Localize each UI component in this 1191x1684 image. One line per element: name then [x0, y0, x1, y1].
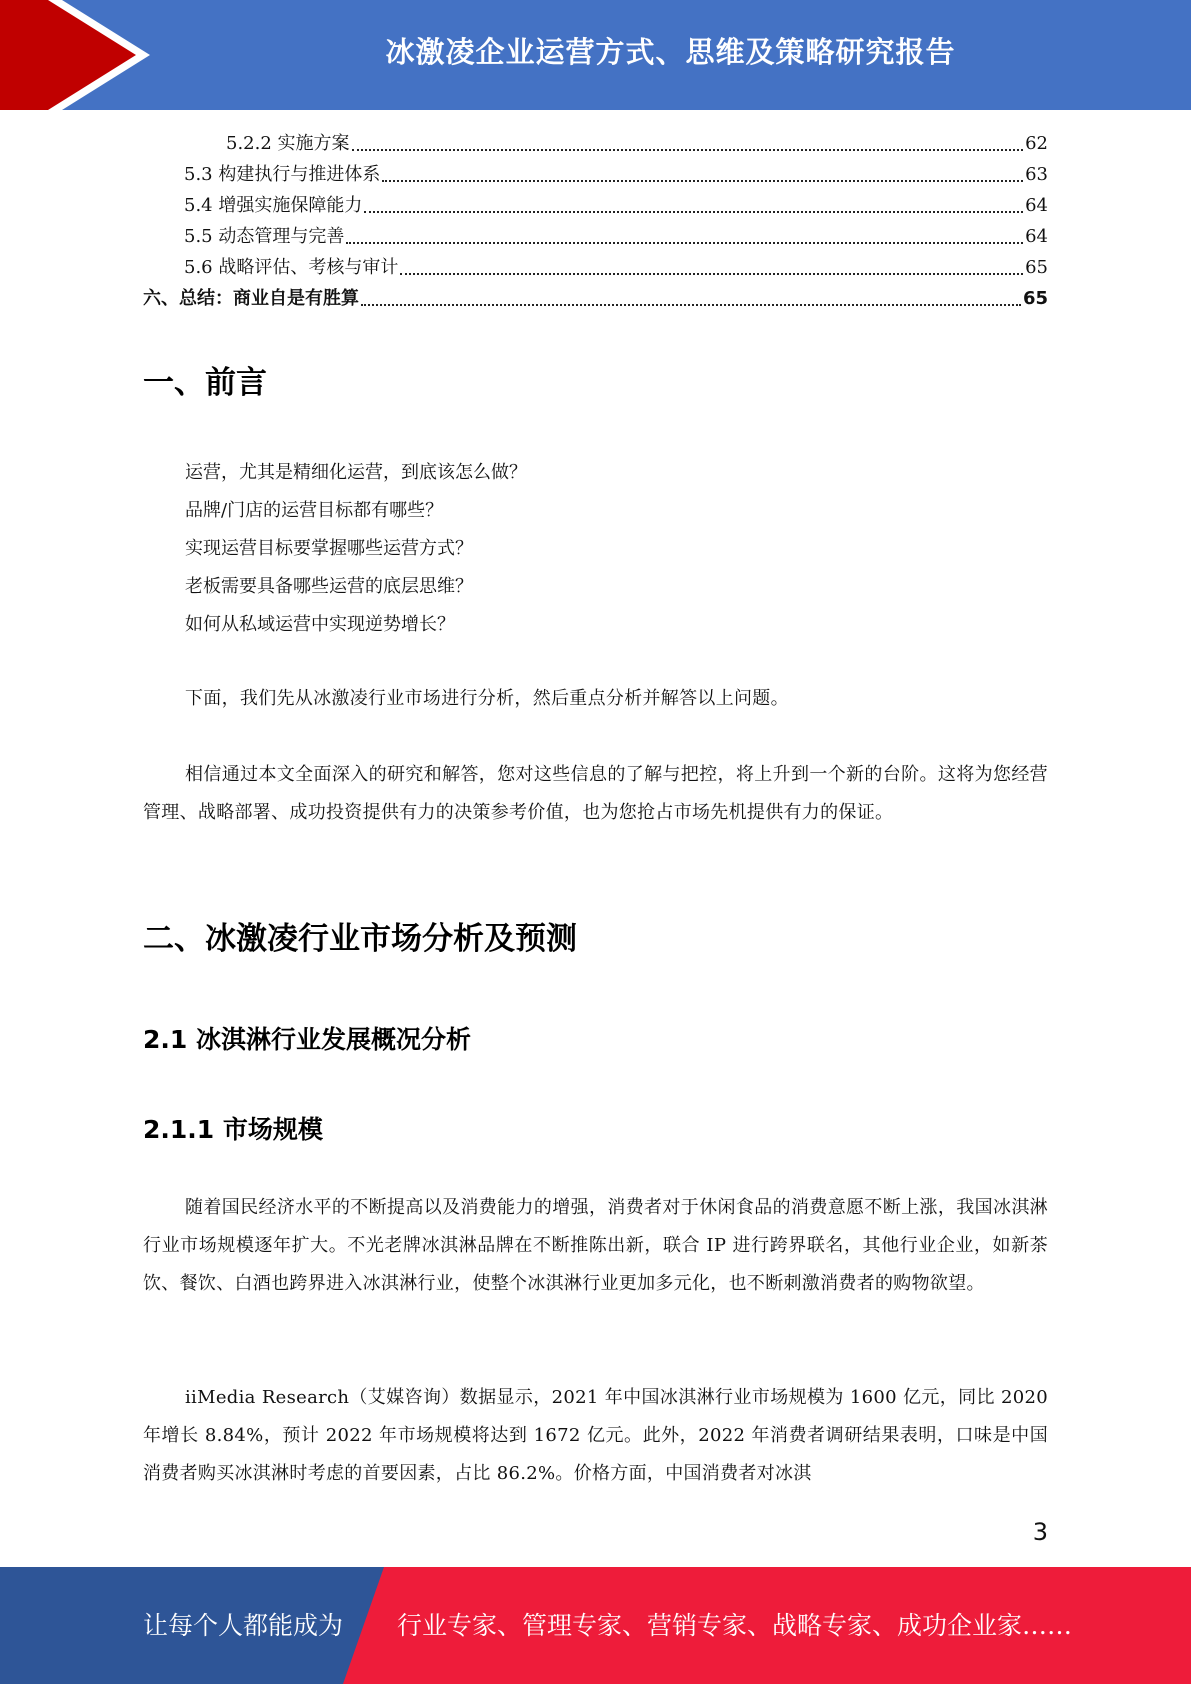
question-item: 品牌/门店的运营目标都有哪些？	[185, 500, 444, 521]
toc-leader-dots	[346, 242, 1023, 244]
toc-leader-dots	[400, 273, 1023, 275]
toc-entry-page: 64	[1025, 195, 1048, 216]
page-number: 3	[1032, 1518, 1048, 1546]
toc-leader-dots	[364, 211, 1023, 213]
toc-entry[interactable]	[143, 221, 1048, 252]
subsubsection-heading: 2.1.1 市场规模	[143, 1115, 323, 1144]
toc-entry-label: 六、总结：商业自是有胜算	[143, 288, 359, 309]
question-item: 实现运营目标要掌握哪些运营方式？	[185, 538, 473, 559]
table-of-contents	[143, 128, 1048, 314]
question-item: 运营，尤其是精细化运营，到底该怎么做？	[185, 462, 527, 483]
toc-entry[interactable]	[143, 159, 1048, 190]
subsection-heading: 2.1 冰淇淋行业发展概况分析	[143, 1025, 471, 1054]
question-item: 如何从私域运营中实现逆势增长？	[185, 614, 455, 635]
toc-leader-dots	[361, 304, 1021, 306]
toc-entry[interactable]	[143, 190, 1048, 221]
body-paragraph: iiMedia Research（艾媒咨询）数据显示，2021 年中国冰淇淋行业市场规模为 1600 亿元，同比 2020 年增长 8.84%，预计 2022 年市场规模将达到 1672 亿元。此外，2022 年消费者调研结果表明，口味是中国消费者购买冰淇淋时考虑的首要因素，占比 86.2%。价格方面，中国消费者对冰淇	[143, 1387, 1048, 1484]
page-header	[0, 0, 1191, 110]
toc-entry-page: 65	[1022, 288, 1048, 309]
body-paragraph: 下面，我们先从冰激凌行业市场进行分析，然后重点分析并解答以上问题。	[185, 688, 789, 709]
toc-entry[interactable]	[143, 252, 1048, 283]
toc-entry-label: 5.5 动态管理与完善	[184, 226, 345, 247]
toc-entry-page: 63	[1025, 164, 1048, 185]
toc-leader-dots	[382, 180, 1023, 182]
toc-entry-label: 5.4 增强实施保障能力	[184, 195, 363, 216]
toc-entry-page: 62	[1025, 133, 1048, 154]
question-item: 老板需要具备哪些运营的底层思维？	[185, 576, 473, 597]
section-heading-market-analysis: 二、冰激凌行业市场分析及预测	[143, 921, 577, 957]
question-list	[185, 454, 527, 644]
toc-entry[interactable]	[143, 283, 1048, 314]
toc-entry[interactable]	[143, 128, 1048, 159]
page-footer	[0, 1567, 1191, 1684]
footer-slogan-right: 行业专家、管理专家、营销专家、战略专家、成功企业家……	[397, 1611, 1073, 1640]
toc-entry-label: 5.3 构建执行与推进体系	[184, 164, 381, 185]
body-paragraph: 随着国民经济水平的不断提高以及消费能力的增强，消费者对于休闲食品的消费意愿不断上涨，我国冰淇淋行业市场规模逐年扩大。不光老牌冰淇淋品牌在不断推陈出新，联合 IP 进行跨界联名，其他行业企业，如新茶饮、餐饮、白酒也跨界进入冰淇淋行业，使整个冰淇淋行业更加多元化，也不断刺激消费者的购物欲望。	[143, 1197, 1048, 1294]
toc-leader-dots	[352, 149, 1024, 151]
toc-entry-page: 65	[1025, 257, 1048, 278]
report-title: 冰激凌企业运营方式、思维及策略研究报告	[385, 34, 956, 69]
section-heading-preface: 一、前言	[143, 365, 267, 401]
footer-slogan-left: 让每个人都能成为	[143, 1611, 344, 1640]
toc-entry-label: 5.2.2 实施方案	[226, 133, 350, 154]
toc-entry-page: 64	[1025, 226, 1048, 247]
toc-entry-label: 5.6 战略评估、考核与审计	[184, 257, 399, 278]
body-paragraph: 相信通过本文全面深入的研究和解答，您对这些信息的了解与把控，将上升到一个新的台阶。这将为您经营管理、战略部署、成功投资提供有力的决策参考价值，也为您抢占市场先机提供有力的保证。	[143, 764, 1048, 823]
